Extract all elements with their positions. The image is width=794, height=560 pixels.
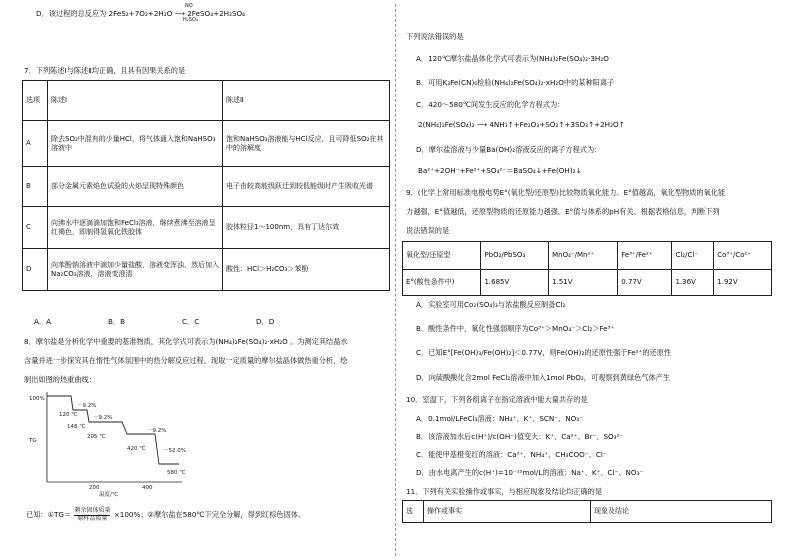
q7-title: 7．下列陈述Ⅰ与陈述Ⅱ均正确，且具有因果关系的是	[24, 66, 186, 75]
q10-option-a: A．0.1mol/LFeCl₃溶液：NH₄⁺、K⁺、SCN⁻、NO₃⁻	[416, 414, 583, 423]
q7-row-c-s1: 向沸水中逐滴滴加饱和FeCl₃溶液，继续煮沸至溶液呈红褐色，即制得氢氧化铁胶体	[48, 207, 223, 249]
q9-option-d: D．向硫酸酸化含2mol FeCl₂溶液中加入1mol PbO₂，可观察到黄绿色气体产生	[416, 373, 671, 382]
q7-row-c-opt: C	[23, 207, 48, 249]
q7-header-option: 选项	[23, 81, 48, 121]
thermogravimetric-chart	[27, 386, 187, 498]
x-axis-label: 温度/℃	[99, 492, 119, 498]
temp-label-420: 420 ℃	[127, 446, 146, 452]
q8-option-a: A．120℃摩尔盐晶体化学式可表示为(NH₄)₂Fe(SO₄)₂·3H₂O	[416, 54, 609, 63]
q9-cell-r2c2: 1.685V	[481, 270, 549, 296]
q8-option-c: C．420～580℃间发生反应的化学方程式为：	[416, 100, 565, 109]
reaction-condition-bottom: H₂SO₄	[183, 17, 198, 23]
q7-table	[22, 80, 390, 291]
q7-row-b-opt: B	[23, 167, 48, 207]
loss-label-2: －9.2%	[93, 415, 113, 421]
q7-row-a-s1: 除去SO₂中混有的少量HCl，将气体通入饱和NaHSO₃溶液中	[48, 121, 223, 167]
q7-row-b-s1: 部分金属元素焰色试验的火焰呈现特殊颜色	[48, 167, 223, 207]
q8-option-d: D．摩尔盐溶液与少量Ba(OH)₂溶液反应的离子方程式为：	[416, 145, 602, 154]
q9-line-2: 力越强，E°值越低，还原型物质的还原能力越强。E°值与体系的pH有关。根据表格信息，判断下列	[406, 207, 720, 216]
q7-options	[34, 317, 330, 326]
temp-label-580: 580 ℃	[167, 470, 186, 476]
q9-cell-r1c2: PbO₂/PbSO₄	[481, 242, 549, 270]
q8-line-2: 含量并进一步探究其在惰性气体氛围中的热分解反应过程，现取一定质量的摩尔盐晶体做热重分析，绘	[24, 356, 348, 365]
q8-line-1: 8．摩尔盐是分析化学中重要的基准物质，其化学式可表示为(NH₄)₂Fe(SO₄)₂·xH₂O 。为测定其结晶水	[24, 337, 348, 346]
q7-option-d: D．D	[256, 317, 275, 326]
temp-label-148: 148 ℃	[67, 424, 86, 430]
x-tick-200: 200	[89, 485, 100, 491]
loss-label-3: －9.2%	[147, 428, 167, 434]
q9-line-1: 9．(化学上常用标准电极电势E°(氧化型/还原型)比较物质氧化能力。E°值越高，氧化型物质的氧化能	[406, 188, 726, 197]
q8-note: 已知：①TG＝ 剩余固体质量 原样品质量 ×100%；②摩尔盐在580℃下完全分解，得到红棕色固体。	[26, 507, 306, 522]
q10-title: 10．室温下，下列各组离子在指定溶液中能大量共存的是	[406, 395, 588, 404]
q8-line-3: 制出如图的热重曲线：	[24, 375, 96, 384]
temp-label-120: 120 ℃	[59, 412, 78, 418]
q9-option-b: B．酸性条件中，氧化性强弱顺序为Co³⁺＞MnO₄⁻＞Cl₂＞Fe³⁺	[416, 324, 615, 333]
q9-cell-r1c4: Fe³⁺/Fe²⁺	[618, 242, 672, 270]
q9-cell-r2c4: 0.77V	[618, 270, 672, 296]
q8-question-head: 下列说法错误的是	[406, 32, 464, 41]
loss-label-1: －9.2%	[77, 403, 97, 409]
q9-cell-r2c1: E°(酸性条件中)	[403, 270, 481, 296]
q7-row-a-s2: 饱和NaHSO₃溶液能与HCl反应，且可降低SO₂在其中的溶解度	[223, 121, 390, 167]
q9-cell-r2c5: 1.36V	[672, 270, 714, 296]
q9-option-c: C．已知E°[Fe(OH)₃/Fe(OH)₂]＜0.77V，则Fe(OH)₂的还原性强于Fe²⁺的还原性	[416, 348, 672, 357]
q7-row-d-opt: D	[23, 249, 48, 291]
q9-cell-r2c3: 1.51V	[549, 270, 618, 296]
tg-fraction: 剩余固体质量 原样品质量	[74, 507, 111, 522]
q7-row-b-s2: 电子由较高能级跃迁到较低能级时产生吸收光谱	[223, 167, 390, 207]
y-axis-label: TG	[29, 438, 37, 444]
q9-cell-r1c1: 氧化型/还原型	[403, 242, 481, 270]
q9-cell-r1c5: Cl₂/Cl⁻	[672, 242, 714, 270]
q10-option-d: D．由水电离产生的c(H⁺)=10⁻¹²mol/L的溶液：Na⁺、K⁺、Cl⁻、NO₃⁻	[416, 468, 644, 477]
q10-option-b: B．该溶液加水后c(H⁺)/c(OH⁻)值变大：K⁺、Ca²⁺、Br⁻、SO₃²⁻	[416, 432, 624, 441]
q8-option-c-equation: 2(NH₄)₂Fe(SO₄)₂ ⟶ 4NH₃↑+Fe₂O₃+SO₂↑+3SO₃↑+2H₂O↑	[418, 120, 625, 129]
q11-table	[402, 500, 772, 523]
q10-option-c: C．能使甲基橙变红的溶液：Ca²⁺、NH₄⁺、CH₃COO⁻、Cl⁻	[416, 450, 607, 459]
q9-cell-r1c6: Co³⁺/Co²⁺	[714, 242, 772, 270]
q6-option-d: D．该过程的总反应为 2FeS₂+7O₂+2H₂O ⟶ 2FeSO₄+2H₂SO₄	[36, 9, 246, 18]
loss-label-4: －52.0%	[163, 448, 186, 454]
q9-line-3: 说法错误的是	[406, 226, 450, 235]
q11-header-operation: 操作或事实	[424, 501, 591, 523]
q7-option-c: C．C	[182, 317, 200, 326]
q11-title: 11．下列有关实验操作或事实，与相应现象及结论均正确的是	[406, 487, 603, 496]
temp-label-205: 205 ℃	[87, 434, 106, 440]
q11-header-result: 现象及结论	[591, 501, 772, 523]
q7-row-c-s2: 胶体粒径1～100nm，具有丁达尔效	[223, 207, 390, 249]
q11-header-option: 选	[403, 501, 424, 523]
q7-header-s1: 陈述Ⅰ	[48, 81, 223, 121]
reaction-condition-top: NO	[185, 3, 193, 9]
q7-row-a-opt: A	[23, 121, 48, 167]
q7-row-d-s2: 酸性：HCl＞H₂CO₃＞苯酚	[223, 249, 390, 291]
q9-cell-r2c6: 1.92V	[714, 270, 772, 296]
q7-option-b: B．B	[108, 317, 126, 326]
q9-table	[402, 241, 772, 296]
q9-option-a: A．实验室可用Co₂(SO₄)₃与浓盐酸反应制备Cl₂	[416, 300, 566, 309]
q8-option-b: B．可用K₃Fe(CN)₆检验(NH₄)₂Fe(SO₄)₂·xH₂O中的某种阳离子	[416, 78, 615, 87]
column-divider	[395, 4, 396, 556]
x-tick-400: 400	[142, 485, 153, 491]
q7-header-s2: 陈述Ⅱ	[223, 81, 390, 121]
q7-row-d-s1: 向苯酚钠溶液中滴加少量盐酸，溶液变浑浊，然后加入Na₂CO₃溶液，溶液变澄清	[48, 249, 223, 291]
q9-cell-r1c3: MnO₄⁻/Mn²⁺	[549, 242, 618, 270]
q8-option-d-equation: Ba²⁺+2OH⁻+Fe²⁺+SO₄²⁻＝BaSO₄↓+Fe(OH)₂↓	[418, 166, 582, 175]
q7-option-a: A．A	[34, 317, 52, 326]
y-tick-100: 100%	[29, 396, 45, 402]
